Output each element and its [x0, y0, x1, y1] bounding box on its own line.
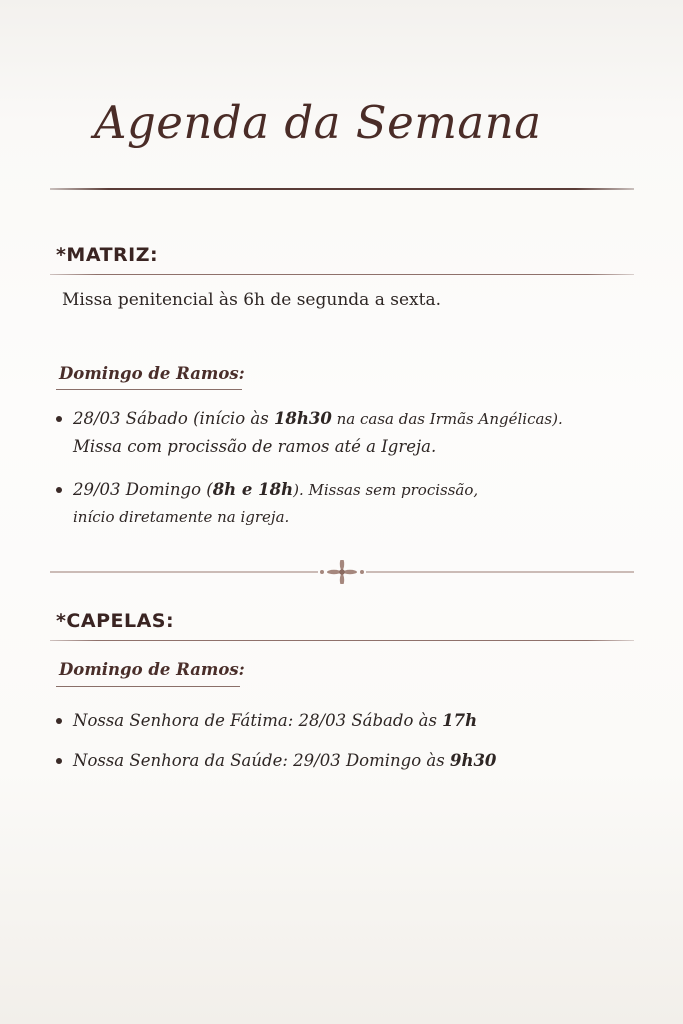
list-item-line-2: início diretamente na igreja.: [73, 508, 290, 526]
capelas-divider: [50, 640, 634, 641]
list-item-line-2: Missa com procissão de ramos até a Igreja.: [73, 437, 437, 456]
list-item: [56, 405, 563, 460]
matriz-note: Missa penitencial às 6h de segunda a sexta.: [62, 290, 441, 310]
capelas-subheading: Domingo de Ramos:: [59, 660, 245, 679]
page-title: Agenda da Semana: [94, 96, 542, 149]
list-item-line-1: Nossa Senhora de Fátima: 28/03 Sábado às 17h: [73, 711, 478, 730]
matriz-heading: *MATRIZ:: [56, 244, 159, 266]
matriz-subheading: Domingo de Ramos:: [59, 364, 245, 383]
list-item-line-1: 29/03 Domingo (8h e 18h). Missas sem procissão,: [73, 480, 479, 499]
list-item: [56, 707, 477, 734]
list-item-line-1: Nossa Senhora da Saúde: 29/03 Domingo às 9h30: [73, 751, 497, 770]
capelas-subheading-underline: [56, 686, 240, 687]
title-divider: [50, 188, 634, 190]
cross-ornament-icon: [320, 560, 364, 584]
list-item: [56, 476, 478, 531]
matriz-subheading-underline: [56, 389, 242, 390]
list-item-line-1: 28/03 Sábado (início às 18h30 na casa das Irmãs Angélicas).: [73, 409, 563, 428]
bullet-dot: [56, 487, 62, 493]
bullet-dot: [56, 416, 62, 422]
capelas-heading: *CAPELAS:: [56, 610, 175, 632]
matriz-divider: [50, 274, 634, 275]
bullet-dot: [56, 718, 62, 724]
list-item: [56, 747, 496, 774]
bullet-dot: [56, 758, 62, 764]
ornament-divider: [50, 560, 634, 584]
